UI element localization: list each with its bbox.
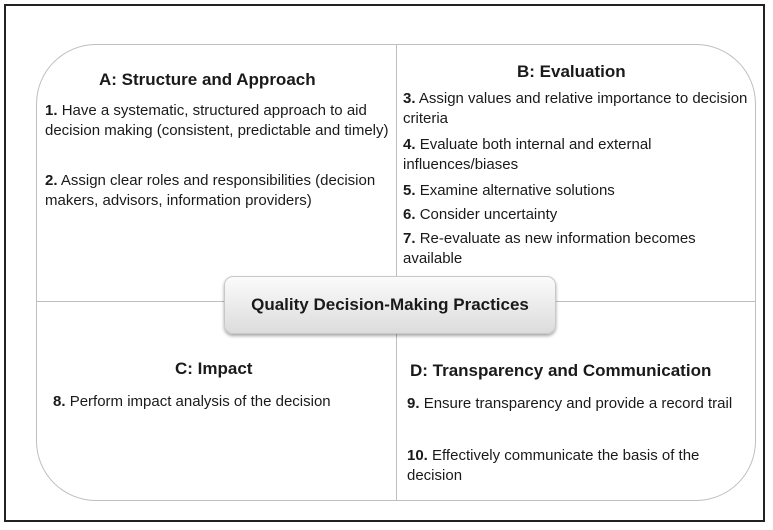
item-text: Re-evaluate as new information becomes available bbox=[403, 230, 696, 267]
quadrant-evaluation bbox=[396, 44, 756, 301]
list-item bbox=[407, 394, 737, 414]
list-item bbox=[407, 446, 737, 486]
item-text: Examine alternative solutions bbox=[419, 182, 615, 199]
item-text: Have a systematic, structured approach to aid decision making (consistent, predictable and timely) bbox=[45, 102, 389, 139]
list-item bbox=[403, 229, 751, 269]
item-number: 10. bbox=[407, 447, 428, 464]
item-text: Evaluate both internal and external influences/biases bbox=[403, 136, 652, 173]
list-item bbox=[403, 205, 751, 225]
item-text: Ensure transparency and provide a record trail bbox=[423, 395, 733, 412]
item-number: 8. bbox=[53, 393, 66, 410]
item-number: 6. bbox=[403, 206, 416, 223]
item-text: Perform impact analysis of the decision bbox=[69, 393, 331, 410]
item-number: 3. bbox=[403, 90, 416, 107]
list-item bbox=[403, 181, 751, 201]
item-text: Effectively communicate the basis of the decision bbox=[407, 447, 700, 484]
list-item bbox=[45, 171, 390, 211]
figure-frame bbox=[4, 4, 765, 522]
quadrant-title: C: Impact bbox=[175, 359, 253, 378]
item-number: 4. bbox=[403, 136, 416, 153]
item-number: 7. bbox=[403, 230, 416, 247]
quadrant-title: A: Structure and Approach bbox=[99, 70, 316, 89]
item-text: Consider uncertainty bbox=[419, 206, 558, 223]
list-item bbox=[53, 392, 388, 412]
item-number: 2. bbox=[45, 172, 58, 189]
center-label-text: Quality Decision-Making Practices bbox=[251, 295, 529, 314]
item-number: 9. bbox=[407, 395, 420, 412]
item-number: 5. bbox=[403, 182, 416, 199]
item-text: Assign clear roles and responsibilities (decision makers, advisors, information providers) bbox=[45, 172, 376, 209]
item-number: 1. bbox=[45, 102, 58, 119]
list-item bbox=[403, 135, 751, 175]
item-text: Assign values and relative importance to decision criteria bbox=[403, 90, 748, 127]
list-item bbox=[45, 101, 390, 141]
quadrant-structure-and-approach bbox=[36, 44, 396, 301]
list-item bbox=[403, 89, 751, 129]
quadrant-title: B: Evaluation bbox=[517, 62, 626, 81]
quadrant-title: D: Transparency and Communication bbox=[410, 361, 712, 380]
center-label bbox=[224, 276, 556, 334]
